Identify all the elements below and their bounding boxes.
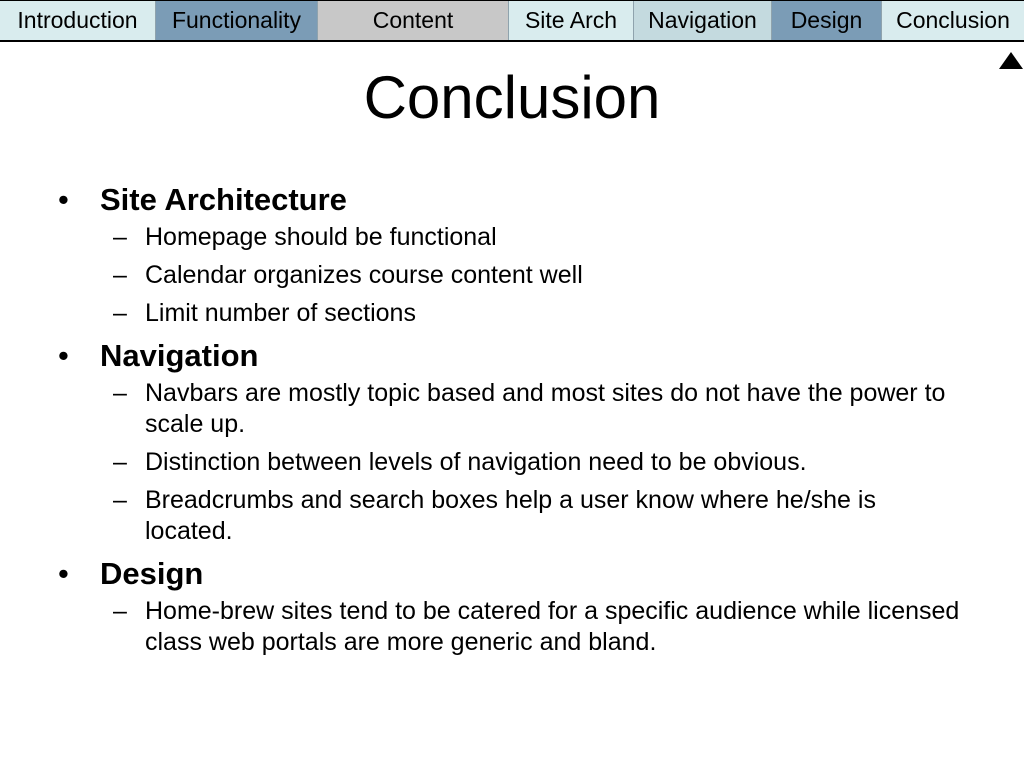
sub-bullet-text: Navbars are mostly topic based and most sites do not have the power to scale up.: [145, 379, 946, 438]
section-design: [0, 554, 1024, 658]
heading-text: Navigation: [100, 338, 259, 373]
heading-text: Design: [100, 556, 204, 591]
sub-bullet-text: Distinction between levels of navigation need to be obvious.: [145, 448, 807, 476]
sub-bullet-text: Home-brew sites tend to be catered for a specific audience while licensed class web portals are more generic and bland.: [145, 597, 960, 656]
sub-bullet: [0, 447, 1024, 478]
slide-title: Conclusion: [363, 64, 661, 131]
bullet-icon: •: [58, 556, 69, 591]
section-tab-bar: [0, 0, 1024, 42]
slide-body: [0, 180, 1024, 665]
tab-content[interactable]: Content: [317, 1, 508, 40]
sub-bullet: [0, 222, 1024, 253]
bullet-icon: •: [58, 182, 69, 217]
dash-icon: –: [113, 223, 127, 251]
bullet-heading: [0, 180, 1024, 222]
tab-conclusion[interactable]: Conclusion: [881, 1, 1024, 40]
sub-bullet-text: Limit number of sections: [145, 299, 416, 327]
bullet-heading: [0, 554, 1024, 596]
section-site-architecture: [0, 180, 1024, 329]
tab-design[interactable]: Design: [771, 1, 881, 40]
sub-bullet: [0, 596, 1024, 658]
tab-introduction[interactable]: Introduction: [0, 1, 155, 40]
sub-bullet: [0, 485, 1024, 547]
tab-site-arch[interactable]: Site Arch: [508, 1, 633, 40]
dash-icon: –: [113, 379, 127, 407]
sub-bullet-text: Homepage should be functional: [145, 223, 497, 251]
dash-icon: –: [113, 448, 127, 476]
sub-bullet: [0, 378, 1024, 440]
tab-functionality[interactable]: Functionality: [155, 1, 317, 40]
dash-icon: –: [113, 261, 127, 289]
dash-icon: –: [113, 299, 127, 327]
sub-bullet-text: Breadcrumbs and search boxes help a user know where he/she is located.: [145, 486, 876, 545]
sub-bullet: [0, 260, 1024, 291]
dash-icon: –: [113, 597, 127, 625]
sub-bullet: [0, 298, 1024, 329]
tab-navigation[interactable]: Navigation: [633, 1, 771, 40]
bullet-icon: •: [58, 338, 69, 373]
bullet-heading: [0, 336, 1024, 378]
section-navigation: [0, 336, 1024, 547]
dash-icon: –: [113, 486, 127, 514]
heading-text: Site Architecture: [100, 182, 347, 217]
sub-bullet-text: Calendar organizes course content well: [145, 261, 583, 289]
